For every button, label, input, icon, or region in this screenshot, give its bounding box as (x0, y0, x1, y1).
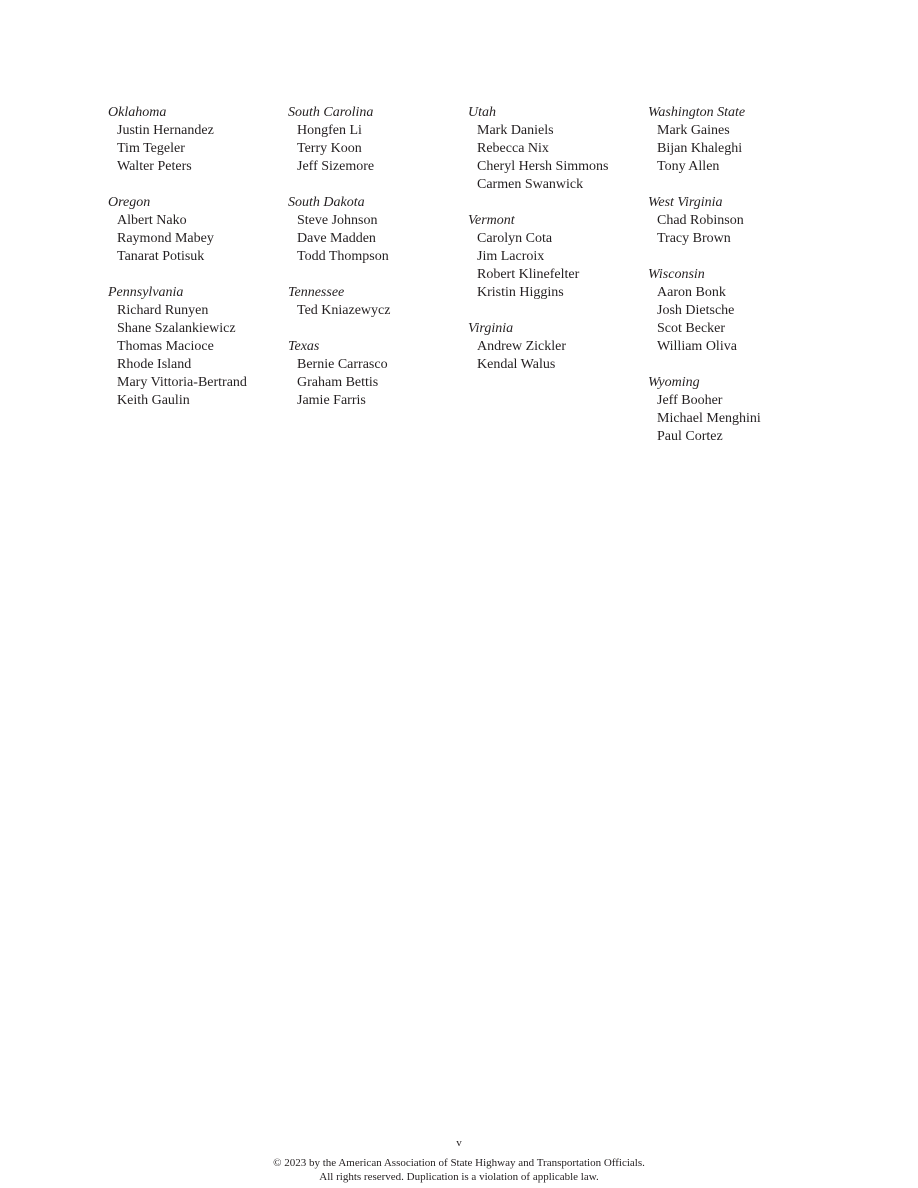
member-name: Kendal Walus (477, 357, 556, 372)
member-name: Steve Johnson (297, 213, 378, 228)
member-name: Ted Kniazewycz (297, 303, 391, 318)
state-heading: Pennsylvania (108, 285, 184, 300)
state-section (288, 104, 468, 176)
state-heading: South Carolina (288, 105, 374, 120)
state-section (288, 338, 468, 410)
member-name: Walter Peters (117, 159, 192, 174)
member-name: Aaron Bonk (657, 285, 726, 300)
state-section (108, 104, 288, 176)
member-name: Carmen Swanwick (477, 177, 584, 192)
column-1 (108, 104, 288, 428)
member-name: Jim Lacroix (477, 249, 545, 264)
member-name: Thomas Macioce (117, 339, 214, 354)
member-name: Carolyn Cota (477, 231, 553, 246)
state-section (648, 374, 828, 446)
column-2 (288, 104, 468, 428)
state-heading: Texas (288, 339, 320, 354)
member-name: Bernie Carrasco (297, 357, 388, 372)
member-name: Bijan Khaleghi (657, 141, 743, 156)
member-name: Robert Klinefelter (477, 267, 580, 282)
member-name: Mark Gaines (657, 123, 730, 138)
state-section (468, 320, 648, 374)
member-name: Scot Becker (657, 321, 726, 336)
member-name: Rhode Island (117, 357, 192, 372)
member-name: Andrew Zickler (477, 339, 567, 354)
member-name: Mary Vittoria-Bertrand (117, 375, 247, 390)
state-heading: West Virginia (648, 195, 723, 210)
state-section (108, 284, 288, 410)
state-heading: Wyoming (648, 375, 700, 390)
member-name: Richard Runyen (117, 303, 209, 318)
member-name: Raymond Mabey (117, 231, 214, 246)
column-4 (648, 104, 828, 464)
state-section (468, 212, 648, 302)
state-heading: Oklahoma (108, 105, 167, 120)
state-heading: South Dakota (288, 195, 365, 210)
copyright-line-1: © 2023 by the American Association of State Highway and Transportation Officials. (273, 1157, 645, 1169)
member-name: Chad Robinson (657, 213, 744, 228)
member-name: Rebecca Nix (477, 141, 549, 156)
member-name: Josh Dietsche (657, 303, 735, 318)
member-name: Paul Cortez (657, 429, 723, 444)
state-heading: Washington State (648, 105, 746, 120)
member-name: Shane Szalankiewicz (117, 321, 236, 336)
state-heading: Oregon (108, 195, 151, 210)
state-heading: Virginia (468, 321, 514, 336)
member-name: Todd Thompson (297, 249, 389, 264)
state-heading: Utah (468, 105, 496, 120)
member-name: Mark Daniels (477, 123, 554, 138)
member-name: Justin Hernandez (117, 123, 214, 138)
member-name: Tim Tegeler (117, 141, 185, 156)
member-name: William Oliva (657, 339, 737, 354)
state-section (468, 104, 648, 194)
state-heading: Tennessee (288, 285, 345, 300)
column-3 (468, 104, 648, 392)
state-heading: Wisconsin (648, 267, 705, 282)
member-name: Cheryl Hersh Simmons (477, 159, 609, 174)
state-section (288, 194, 468, 266)
member-name: Jeff Sizemore (297, 159, 375, 174)
member-name: Albert Nako (117, 213, 187, 228)
state-section (648, 104, 828, 176)
page-number: v (456, 1137, 462, 1149)
state-section (288, 284, 468, 320)
member-name: Tracy Brown (657, 231, 731, 246)
member-name: Keith Gaulin (117, 393, 190, 408)
member-name: Tanarat Potisuk (117, 249, 205, 264)
member-name: Dave Madden (297, 231, 376, 246)
member-name: Graham Bettis (297, 375, 379, 390)
member-name: Tony Allen (657, 159, 720, 174)
member-name: Jamie Farris (297, 393, 366, 408)
state-section (648, 266, 828, 356)
member-name: Hongfen Li (297, 123, 362, 138)
state-section (108, 194, 288, 266)
state-section (648, 194, 828, 248)
member-name: Terry Koon (297, 141, 362, 156)
copyright-line-2: All rights reserved. Duplication is a violation of applicable law. (319, 1171, 599, 1183)
member-name: Kristin Higgins (477, 285, 564, 300)
member-name: Jeff Booher (657, 393, 723, 408)
state-heading: Vermont (468, 213, 515, 228)
member-name: Michael Menghini (657, 411, 761, 426)
